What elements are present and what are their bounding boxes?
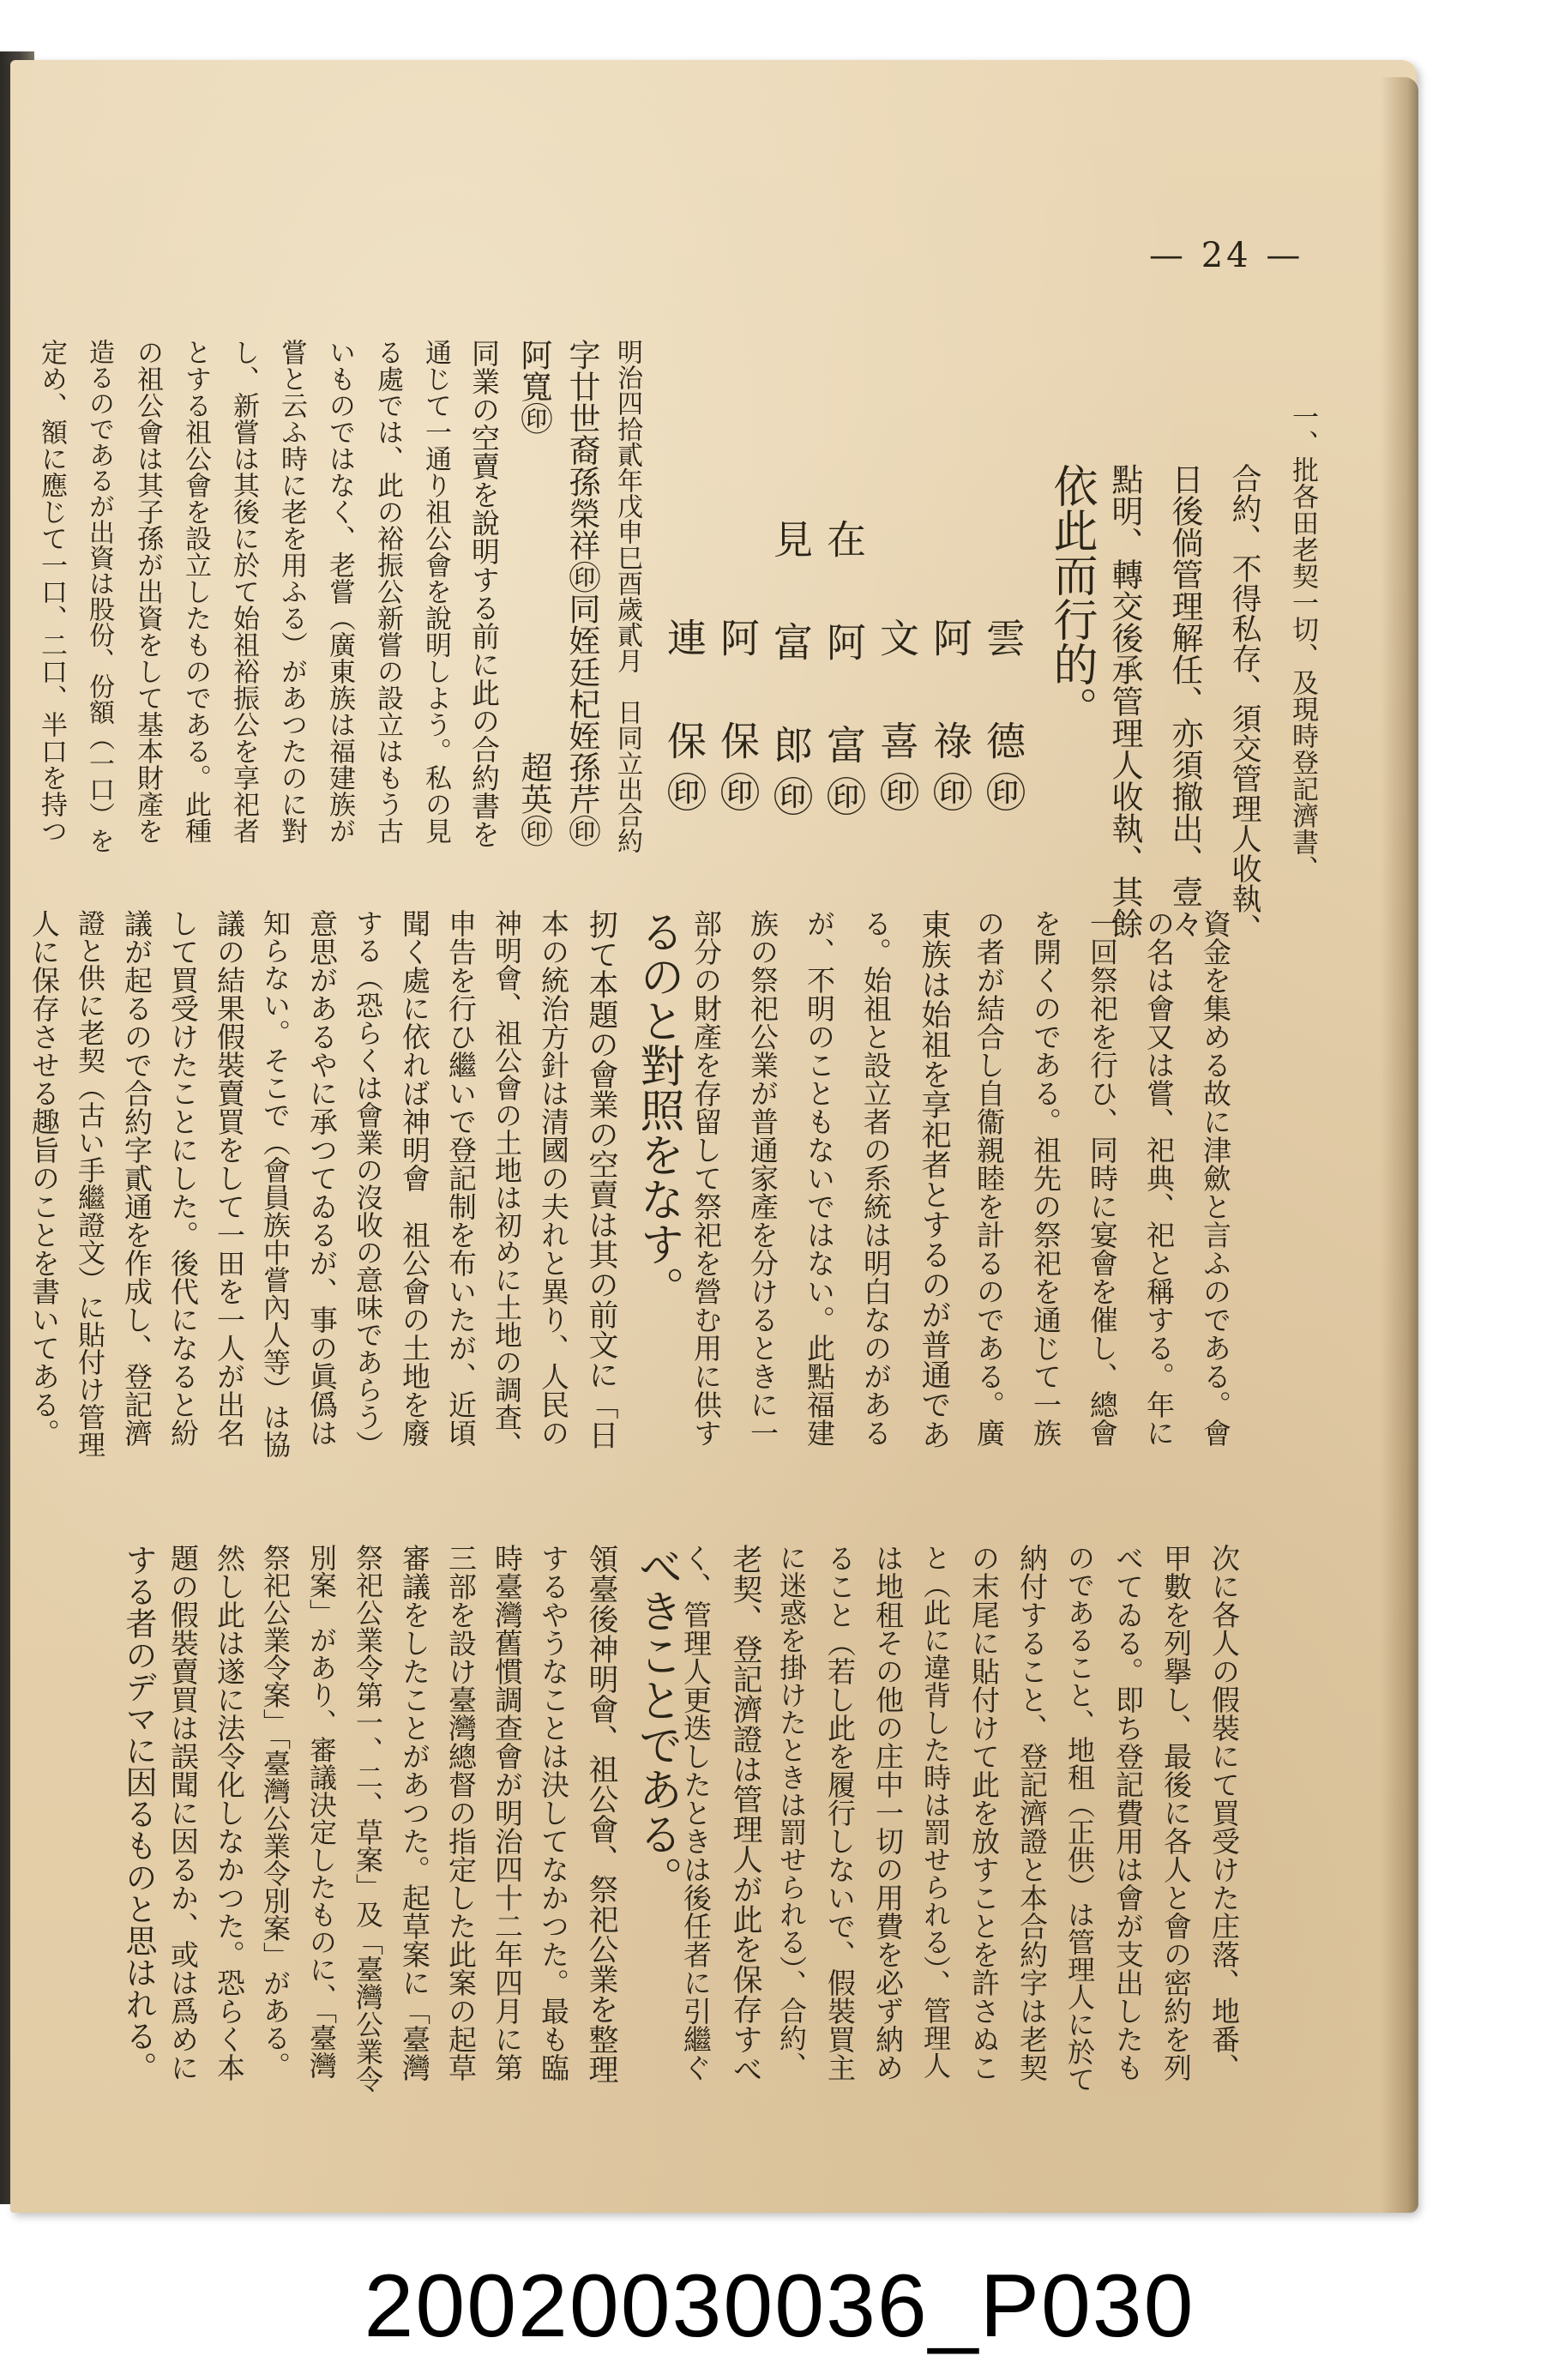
text-line: 扨て本題の會業の空賣は其の前文に「日 <box>584 909 618 1449</box>
signatory-line: 連 保㊞ <box>661 618 707 823</box>
text-line: 族の祭祀公業が普通家產を分けるときに一 <box>746 909 780 1447</box>
text-line: 定め、額に應じて一口、二口、半口を持つ <box>36 339 67 844</box>
text-line: し、新嘗は其後に於て始祖裕振公を享祀者 <box>228 339 259 844</box>
text-line: と（此に違背した時は罰せられる）、管理人 <box>919 1544 952 2079</box>
text-line: とする祖公會を設立したものである。此種 <box>180 339 211 844</box>
text-line: 同業の空賣を說明する前に此の合約書を <box>467 339 501 848</box>
text-line: は地租その他の庄中一切の用費を必ず納め <box>871 1544 905 2082</box>
text-line: 東族は始祖を享祀者とするのが普通であ <box>917 909 951 1449</box>
text-line: 祭祀公業令第一、二、草案」及「臺灣公業令 <box>352 1544 384 2093</box>
page-number: — 24 — <box>1149 236 1304 275</box>
text-line: 本の統治方針は清國の夫れと異り、人民の <box>537 909 570 1447</box>
text-line: 神明會、祖公會の土地は初めに土地の調査、 <box>491 909 523 1458</box>
text-line: 時臺灣舊慣調查會が明治四十二年四月に第 <box>491 1544 524 2082</box>
text-line: 次に各人の假裝にて買受けた庄落、地番、 <box>1207 1544 1241 2082</box>
text-line: が、不明のこともないではない。此點福建 <box>803 909 836 1447</box>
text-line: を開くのである。祖先の祭祀を通じて一族 <box>1029 909 1062 1447</box>
signatory-line: 阿 祿㊞ <box>927 618 973 823</box>
text-line: 別案」があり、審議決定したものに、「臺灣 <box>305 1544 338 2079</box>
text-line: る。始祖と設立者の系統は明白なのがある <box>859 909 893 1447</box>
text-line: 嘗と云ふ時に老を用ふる）があつたのに對 <box>276 339 307 844</box>
text-line: 然し此は遂に法令化しなかつた。恐らく本 <box>213 1544 246 2082</box>
page-edge-shadow <box>1381 77 1418 2213</box>
text-line: のであること、地租（正供）は管理人に於て <box>1063 1544 1096 2093</box>
text-line: べてゐる。即ち登記費用は會が支出したも <box>1111 1544 1145 2082</box>
text-line: 資金を集める故に津歛と言ふのである。會 <box>1199 909 1232 1447</box>
signatory-line: 阿 保㊞ <box>714 618 761 823</box>
signatory-line: 雲 德㊞ <box>980 618 1026 823</box>
text-line: 三部を設け臺灣總督の指定した此案の起草 <box>444 1544 478 2082</box>
text-line: 知らない。そこで（會員族中嘗內人等）は協 <box>259 909 292 1458</box>
text-line: 阿寬㊞ 超英㊞ <box>515 339 552 847</box>
clause-line: 點明、轉交後承管理人收執、其餘 <box>1106 463 1143 939</box>
text-line: する（恐らくは會業の沒收の意味であらう） <box>352 909 384 1458</box>
text-line: 證と供に老契（古い手繼證文）に貼付け管理 <box>74 909 106 1458</box>
text-line: の末尾に貼付けて此を放すことを許さぬこ <box>967 1544 1001 2082</box>
signatory-line: 見 富 郎㊞ <box>767 519 814 828</box>
text-line: 甲數を列擧し、最後に各人と會の密約を列 <box>1159 1544 1193 2082</box>
text-line: する者のデマに因るものと思はれる。 <box>120 1544 157 2083</box>
text-line: 部分の財產を存留して祭祀を營む用に供す <box>689 909 723 1447</box>
text-line: 人に保存させる趣旨のことを書いてある。 <box>27 909 61 1447</box>
text-line: 議の結果假裝賣買をして一田を一人が出名 <box>213 909 246 1447</box>
text-line: く、管理人更迭したときは後任者に引繼ぐ <box>679 1544 713 2082</box>
text-line: するやうなことは決してなかつた。最も臨 <box>537 1544 570 2082</box>
text-line: して買受けたことにした。後代になると紛 <box>166 909 200 1447</box>
text-line: 聞く處に依れば神明會 祖公會の土地を廢 <box>398 909 431 1447</box>
text-line: 題の假裝賣買は誤聞に因るか、或は爲めに <box>166 1544 200 2082</box>
text-line: 明治四拾貳年戊申巳酉歲貳月 日同立出合約 <box>612 339 642 853</box>
text-line: の祖公會は其子孫が出資をして基本財產を <box>132 339 163 844</box>
text-line: 通じて一通り祖公會を說明しよう。私の見 <box>420 339 451 844</box>
text-line: 審議をしたことがあつた。起草案に「臺灣 <box>398 1544 431 2082</box>
clause-line: 日後倘管理解任、亦須撤出、壹々 <box>1166 463 1203 939</box>
signatory-line: 在 阿 富㊞ <box>821 519 867 828</box>
text-line: の名は會又は嘗、祀典、祀と稱する。年に <box>1142 909 1176 1447</box>
text-line: ること（若し此を履行しないで、假裝買主 <box>823 1544 857 2082</box>
text-line: 字廿世裔孫榮祥㊞同姪廷杞姪孫芹㊞ <box>563 339 600 847</box>
text-line: に迷惑を掛けたときは罰せられる）、合約、 <box>775 1544 808 2079</box>
text-line: 申告を行ひ繼いで登記制を布いたが、近頃 <box>444 909 478 1447</box>
text-line: 議が起るので合約字貳通を作成し、登記濟 <box>120 909 153 1447</box>
text-line: 納付すること、登記濟證と本合約字は老契 <box>1015 1544 1049 2082</box>
catalog-id-caption: 20020030036_P030 <box>364 2256 1195 2356</box>
clause-line: 依此而行的。 <box>1045 463 1097 731</box>
signatory-line: 文 喜㊞ <box>874 618 920 823</box>
text-line: 祭祀公業令案」「臺灣公業令別案」がある。 <box>259 1544 292 2079</box>
text-line: る處では、此の裕振公新嘗の設立はもう古 <box>372 339 403 844</box>
text-line: 意思があるやに承つてゐるが、事の眞僞は <box>305 909 339 1447</box>
text-line: 領臺後神明會、祖公會、祭祀公業を整理 <box>584 1544 618 2084</box>
text-line: の者が結合し自衞親睦を計るのである。廣 <box>972 909 1006 1447</box>
text-line: 一回祭祀を行ひ、同時に宴會を催し、總會 <box>1086 909 1119 1447</box>
text-line: 造るのであるが出資は股份、份額（一口）を <box>84 339 114 853</box>
clause-line: 合約、不得私存、須交管理人收執、 <box>1227 463 1261 943</box>
text-line: いものではなく、老嘗（廣東族は福建族が <box>324 339 355 844</box>
text-line: るのと對照をなす。 <box>632 909 683 1311</box>
clause-line: 一、批各田老契一切、及現時登記濟書、 <box>1287 403 1318 882</box>
text-line: べきことである。 <box>630 1544 682 1901</box>
text-line: 老契、登記濟證は管理人が此を保存すべ <box>728 1544 762 2084</box>
